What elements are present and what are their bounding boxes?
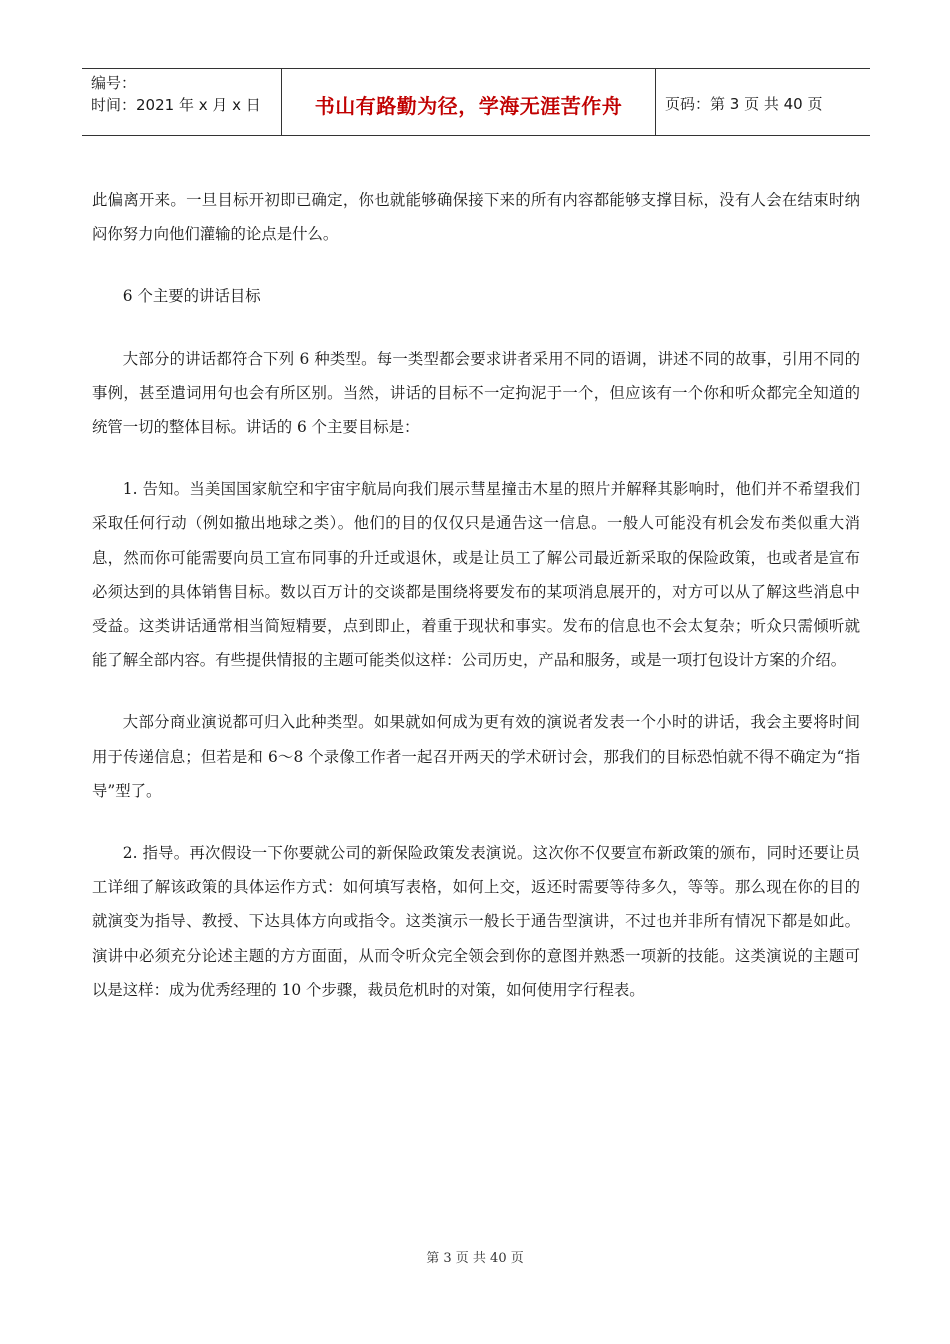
header-meta-cell xyxy=(82,69,282,135)
header-motto: 书山有路勤为径，学海无涯苦作舟 xyxy=(282,69,656,135)
page-footer: 第 3 页 共 40 页 xyxy=(426,1251,524,1266)
section-heading: 6 个主要的讲话目标 xyxy=(122,287,261,306)
paragraph-inform: 1. 告知。当美国国家航空和宇宙宇航局向我们展示彗星撞击木星的照片并解释其影响时，他们并不希望我们采取任何行动（例如撤出地球之类）。他们的目的仅仅只是通告这一信息。一般人可能没有机会发布类似重大消息，然而你可能需要向员工宣布同事的升迁或退休，或是让员工了解公司最近新采取的保险政策，也或者是宣布必须达到的具体销售目标。数以百万计的交谈都是围绕将要发布的某项消息展开的，对方可以从了解这些消息中受益。这类讲话通常相当简短精要，点到即止，着重于现状和事实。发布的信息也不会太复杂；听众只需倾听就能了解全部内容。有些提供情报的主题可能类似这样：公司历史，产品和服务，或是一项打包设计方案的介绍。 xyxy=(92,480,860,670)
page-header xyxy=(82,68,870,136)
header-page-info: 页码：第 3 页 共 40 页 xyxy=(665,94,823,113)
document-body xyxy=(92,183,860,1007)
document-date-label: 时间：2021 年 x 月 x 日 xyxy=(91,96,261,114)
paragraph-continuation: 此偏离开来。一旦目标开初即已确定，你也就能够确保接下来的所有内容都能够支撑目标，没有人会在结束时纳闷你努力向他们灌输的论点是什么。 xyxy=(92,191,860,244)
document-number-label: 编号： xyxy=(91,74,137,92)
paragraph-instruct: 2. 指导。再次假设一下你要就公司的新保险政策发表演说。这次你不仅要宣布新政策的颁布，同时还要让员工详细了解该政策的具体运作方式：如何填写表格，如何上交，返还时需要等待多久，等等。那么现在你的目的就演变为指导、教授、下达具体方向或指令。这类演示一般长于通告型演讲，不过也并非所有情况下都是如此。演讲中必须充分论述主题的方方面面，从而令听众完全领会到你的意图并熟悉一项新的技能。这类演说的主题可以是这样：成为优秀经理的 10 个步骤，裁员危机时的对策，如何使用字行程表。 xyxy=(92,844,860,999)
paragraph-intro: 大部分的讲话都符合下列 6 种类型。每一类型都会要求讲者采用不同的语调，讲述不同的故事，引用不同的事例，甚至遣词用句也会有所区别。当然，讲话的目标不一定拘泥于一个，但应该有一个你和听众都完全知道的统管一切的整体目标。讲话的 6 个主要目标是： xyxy=(92,349,860,437)
paragraph-business: 大部分商业演说都可归入此种类型。如果就如何成为更有效的演说者发表一个小时的讲话，我会主要将时间用于传递信息；但若是和 6～8 个录像工作者一起召开两天的学术研讨会，那我们的目标恐怕就不得不确定为“指导”型了。 xyxy=(92,713,860,800)
